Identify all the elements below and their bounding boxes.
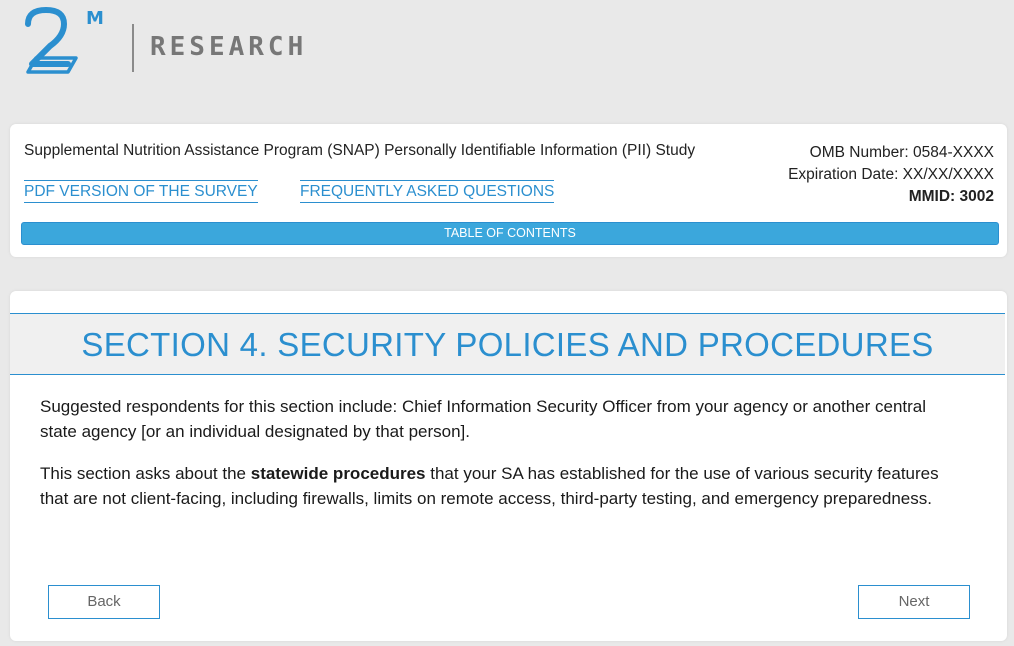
section-card <box>10 291 1007 641</box>
back-button[interactable]: Back <box>48 585 160 619</box>
pdf-version-link[interactable]: PDF VERSION OF THE SURVEY <box>24 180 258 203</box>
logo-2m-research <box>20 6 320 78</box>
description-prefix: This section asks about the <box>40 464 251 483</box>
expiration-date: Expiration Date: XX/XX/XXXX <box>788 166 994 183</box>
omb-info <box>788 142 994 208</box>
section-description <box>40 461 960 511</box>
logo-mark-icon <box>20 6 120 78</box>
section-title: SECTION 4. SECURITY POLICIES AND PROCEDURES <box>81 326 934 363</box>
omb-number: OMB Number: 0584-XXXX <box>809 144 994 161</box>
logo-superscript: M <box>86 8 104 29</box>
table-of-contents-button[interactable]: TABLE OF CONTENTS <box>21 222 999 245</box>
description-suffix: that your SA has established for the use of various security features that are not client-facing, including firewalls, limits on remote access, third-party testing, and emergency preparedness. <box>40 464 939 508</box>
survey-header <box>10 124 1007 257</box>
mmid: MMID: 3002 <box>908 188 994 205</box>
faq-link[interactable]: FREQUENTLY ASKED QUESTIONS <box>300 180 554 203</box>
study-title: Supplemental Nutrition Assistance Program (SNAP) Personally Identifiable Information (PII) Study <box>24 142 696 159</box>
description-emphasis: statewide procedures <box>250 464 426 483</box>
next-button[interactable]: Next <box>858 585 970 619</box>
logo-divider <box>132 24 134 72</box>
section-intro: Suggested respondents for this section include: Chief Information Security Officer from your agency or another central state agency [or an individual designated by that person]. <box>40 397 927 441</box>
logo-wordmark: RESEARCH <box>150 32 308 62</box>
section-header <box>10 313 1005 375</box>
